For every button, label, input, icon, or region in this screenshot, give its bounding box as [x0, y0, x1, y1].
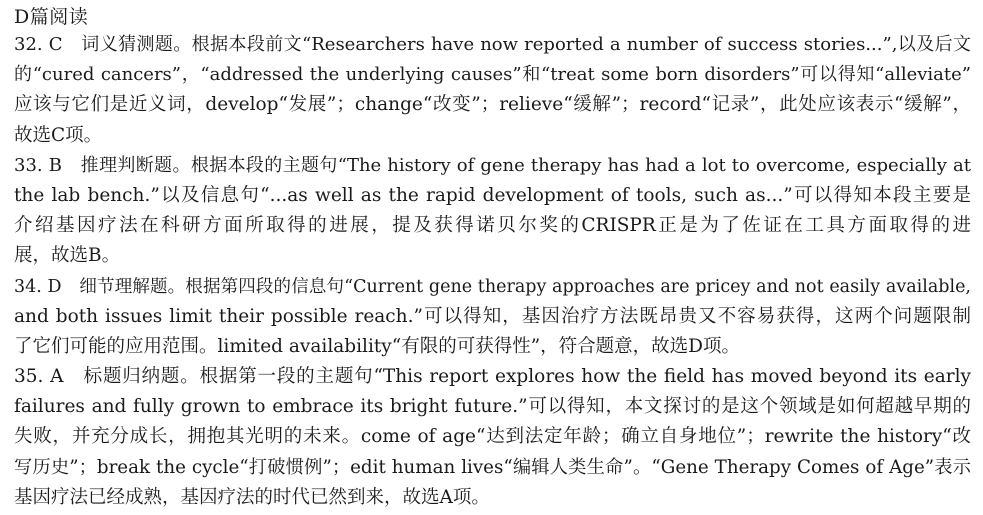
- answer-32-line-2: 的“cured cancers”，“addressed the underlying causes”和“treat some born disorders”可以得知“alleviate”: [14, 64, 971, 86]
- answer-32: [14, 30, 971, 151]
- answer-33-line-1: 33. B 推理判断题。根据本段的主题句“The history of gene therapy has had a lot to overcome, especially at: [14, 154, 971, 176]
- answer-35-line-2: failures and fully grown to embrace its bright future.”可以得知，本文探讨的是这个领域是如何超越早期的: [14, 396, 971, 418]
- answer-34-line-1: 34. D 细节理解题。根据第四段的信息句“Current gene therapy approaches are pricey and not easily available,: [14, 276, 971, 297]
- answer-35-line-5: 基因疗法已经成熟，基因疗法的时代已然到来，故选A项。: [14, 486, 490, 508]
- answer-34-line-3: 了它们可能的应用范围。limited availability“有限的可获得性”，符合题意，故选D项。: [14, 335, 741, 357]
- answer-34: [14, 272, 971, 363]
- answer-33-line-4: 展，故选B。: [14, 245, 121, 267]
- answer-34-line-2: and both issues limit their possible reach.”可以得知，基因治疗方法既昂贵又不容易获得，这两个问题限制: [14, 305, 971, 327]
- answer-32-line-1: 32. C 词义猜测题。根据本段前文“Researchers have now reported a number of success stories...”,以及后文: [14, 34, 971, 55]
- answer-33-line-2: the lab bench.”以及信息句“...as well as the rapid development of tools, such as...”可以得知本段主要是: [14, 184, 971, 206]
- answer-33-line-3: 介绍基因疗法在科研方面所取得的进展，提及获得诺贝尔奖的CRISPR正是为了佐证在工具方面取得的进: [14, 215, 971, 237]
- answer-35-line-3: 失败，并充分成长，拥抱其光明的未来。come of age“达到法定年龄；确立自身地位”；rewrite the history“改: [14, 426, 971, 448]
- answer-35-line-1: 35. A 标题归纳题。根据第一段的主题句“This report explores how the field has moved beyond its early: [14, 366, 971, 388]
- section-title: D篇阅读: [14, 6, 89, 28]
- answer-32-line-3: 应该与它们是近义词，develop“发展”；change“改变”；relieve“缓解”；record“记录”，此处应该表示“缓解”，: [14, 94, 971, 116]
- answer-33: [14, 151, 971, 272]
- answer-32-line-4: 故选C项。: [14, 124, 103, 146]
- answer-35-line-4: 写历史”；break the cycle“打破惯例”；edit human lives“编辑人类生命”。“Gene Therapy Comes of Age”表示: [14, 456, 971, 478]
- answer-35: [14, 362, 971, 513]
